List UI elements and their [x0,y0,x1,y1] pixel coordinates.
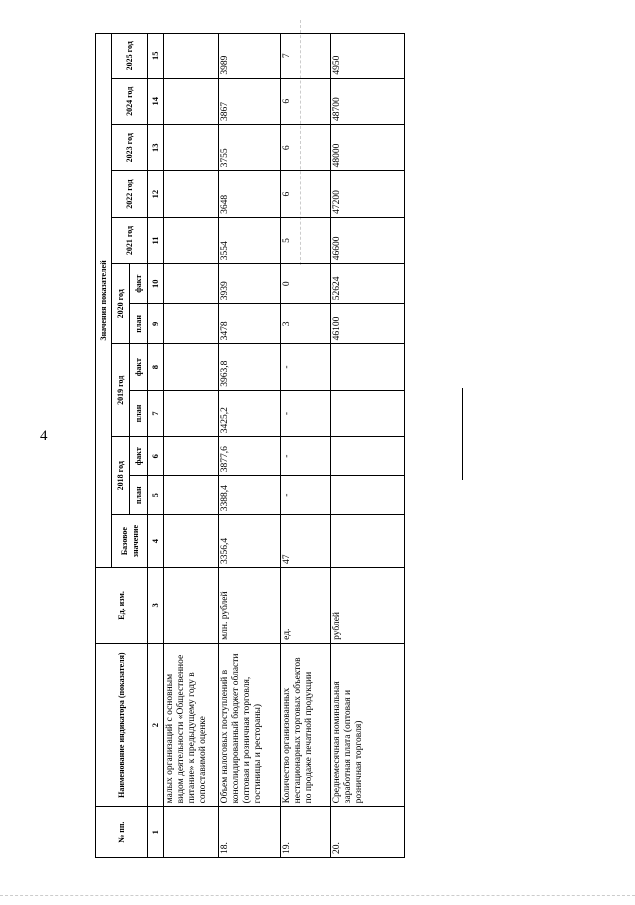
cell [164,515,219,568]
header-fact-2019: факт [130,344,148,390]
value-2020-plan: 3478 [219,304,281,344]
value-2024: 3867 [219,78,281,124]
row-name: Объем налоговых поступлений в консолидированный бюджет области (оптовая и розничная торговля, гостиницы и рестораны) [219,643,281,806]
header-unit: Ед. изм. [96,567,148,643]
table-row [164,34,219,858]
value-2022: 6 [281,171,331,217]
cell [164,171,219,217]
cell [164,304,219,344]
value-2020-fact: 3939 [219,264,281,304]
value-2018-plan: 3388,4 [219,476,281,515]
value-2018-fact [331,437,405,476]
continuation-text: малых организаций с основным видом деятельности «Общественное питание» к предыдущему году в сопоставимой оценке [164,643,219,806]
row-num: 20. [331,807,405,858]
value-2022: 47200 [331,171,405,217]
cell [164,390,219,436]
header-name: Наименование индикатора (показателя) [96,643,148,806]
separator-line [462,388,463,480]
col-number: 15 [148,34,164,79]
table-row [331,34,405,858]
header-plan-2018: план [130,476,148,515]
row-unit: рублей [331,567,405,643]
value-2020-fact: 52624 [331,264,405,304]
value-2019-plan [331,390,405,436]
value-2023: 3755 [219,125,281,171]
value-2020-plan: 46100 [331,304,405,344]
table-rotation [95,33,405,858]
value-2018-plan [331,476,405,515]
value-2018-plan: - [281,476,331,515]
rotated-table-container [95,33,405,858]
header-values: Значения показателей [96,34,112,568]
value-2024: 6 [281,78,331,124]
header-2019: 2019 год [112,344,130,437]
col-number: 3 [148,567,164,643]
value-base [331,515,405,568]
col-number: 5 [148,476,164,515]
header-2020: 2020 год [112,264,130,344]
cell [164,437,219,476]
row-unit: ед. [281,567,331,643]
value-2020-plan: 3 [281,304,331,344]
header-2022: 2022 год [112,171,148,217]
value-2021: 3554 [219,217,281,263]
col-number: 10 [148,264,164,304]
header-2024: 2024 год [112,78,148,124]
indicators-table [95,33,405,858]
cell [164,217,219,263]
value-base: 3356,4 [219,515,281,568]
header-fact-2018: факт [130,437,148,476]
cell [164,125,219,171]
cell [164,78,219,124]
row-num-cell [164,807,219,858]
value-2019-fact [331,344,405,390]
header-2018: 2018 год [112,437,130,515]
cell [164,34,219,79]
row-num: 19. [281,807,331,858]
cell [164,567,219,643]
row-name: Среднемесячная номинальная заработная плата (оптовая и розничная торговля) [331,643,405,806]
col-number: 4 [148,515,164,568]
value-2019-plan: 3425,2 [219,390,281,436]
col-number: 13 [148,125,164,171]
value-2025: 4950 [331,34,405,79]
cell [164,476,219,515]
value-2023: 6 [281,125,331,171]
value-2025: 7 [281,34,331,79]
header-2025: 2025 год [112,34,148,79]
col-number: 8 [148,344,164,390]
header-base: Базовое значение [112,515,148,568]
col-number: 1 [148,807,164,858]
col-number: 7 [148,390,164,436]
header-2023: 2023 год [112,125,148,171]
header-2021: 2021 год [112,217,148,263]
col-number: 9 [148,304,164,344]
value-2019-fact: 3963,8 [219,344,281,390]
cell [164,344,219,390]
scan-artifact-line [0,895,635,897]
value-2024: 48700 [331,78,405,124]
row-num: 18. [219,807,281,858]
cell [164,264,219,304]
value-2019-fact: - [281,344,331,390]
value-2021: 46600 [331,217,405,263]
value-2019-plan: - [281,390,331,436]
header-num: № пп. [96,807,148,858]
col-number: 11 [148,217,164,263]
table-row [219,34,281,858]
value-base: 47 [281,515,331,568]
value-2025: 3989 [219,34,281,79]
col-number: 2 [148,643,164,806]
value-2021: 5 [281,217,331,263]
header-plan-2019: план [130,390,148,436]
header-plan-2020: план [130,304,148,344]
header-fact-2020: факт [130,264,148,304]
value-2023: 48000 [331,125,405,171]
value-2022: 3648 [219,171,281,217]
value-2020-fact: 0 [281,264,331,304]
row-unit: млн. рублей [219,567,281,643]
page-number: 4 [40,428,48,444]
row-name: Количество организованных нестационарных торговых объектов по продаже печатной продукции [281,643,331,806]
value-2018-fact: - [281,437,331,476]
col-number: 12 [148,171,164,217]
value-2018-fact: 3877,6 [219,437,281,476]
col-number: 14 [148,78,164,124]
col-number: 6 [148,437,164,476]
table-row [281,34,331,858]
